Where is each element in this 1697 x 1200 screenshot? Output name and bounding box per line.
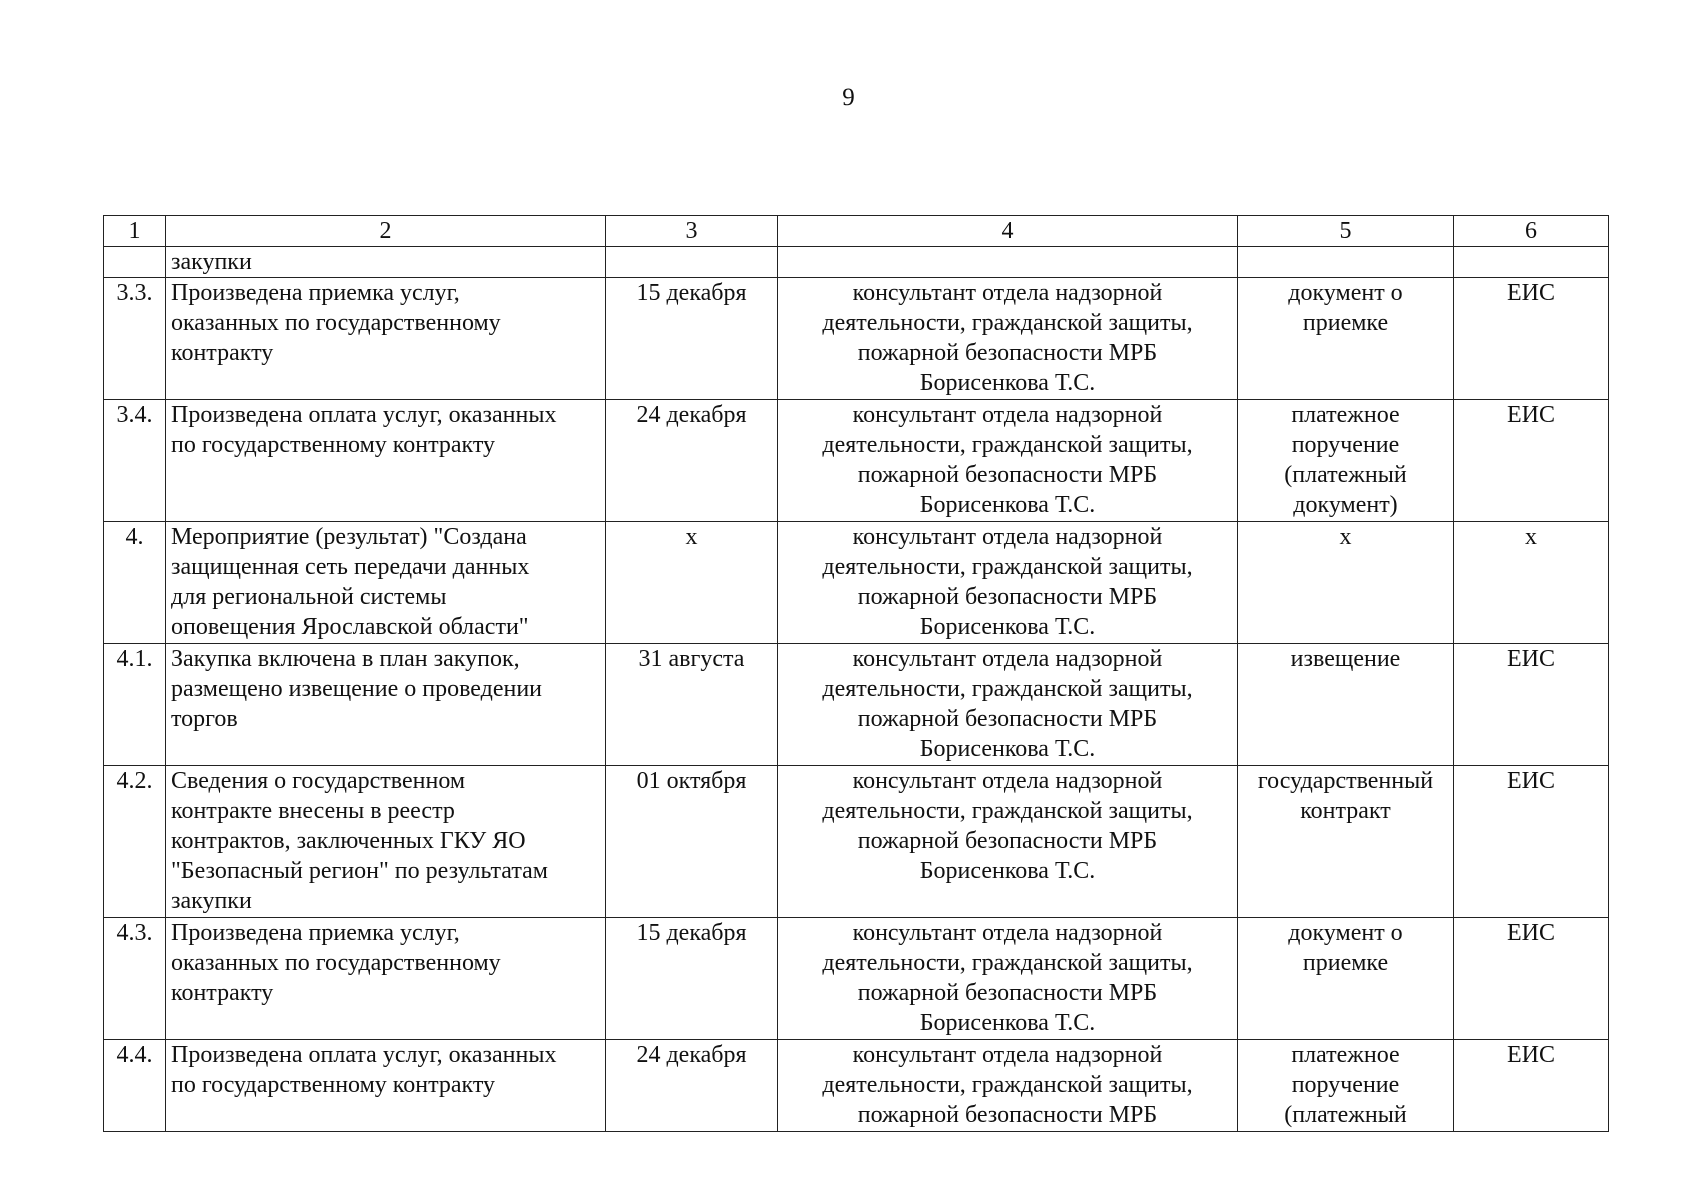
responsible-person: консультант отдела надзорной деятельности, гражданской защиты, пожарной безопасности МРБ Борисенкова Т.С.: [778, 278, 1238, 400]
responsible-person: консультант отдела надзорной деятельности, гражданской защиты, пожарной безопасности МРБ Борисенкова Т.С.: [778, 766, 1238, 918]
event-description: Мероприятие (результат) "Создана защищенная сеть передачи данных для региональной системы оповещения Ярославской области": [166, 522, 606, 644]
event-description: Произведена приемка услуг, оказанных по государственному контракту: [166, 918, 606, 1040]
responsible-person: консультант отдела надзорной деятельности, гражданской защиты, пожарной безопасности МРБ Борисенкова Т.С.: [778, 918, 1238, 1040]
information-system: ЕИС: [1454, 400, 1609, 522]
deadline-date: 15 декабря: [606, 918, 778, 1040]
row-number: [104, 247, 166, 278]
column-number: 6: [1454, 216, 1609, 247]
deadline-date: 24 декабря: [606, 400, 778, 522]
table-row: [104, 247, 1609, 278]
confirming-document: платежное поручение (платежный: [1238, 1040, 1454, 1132]
information-system: х: [1454, 522, 1609, 644]
column-number: 4: [778, 216, 1238, 247]
confirming-document: извещение: [1238, 644, 1454, 766]
confirming-document: х: [1238, 522, 1454, 644]
row-number: 3.4.: [104, 400, 166, 522]
deadline-date: [606, 247, 778, 278]
page-number: 9: [842, 84, 855, 111]
confirming-document: платежное поручение (платежный документ): [1238, 400, 1454, 522]
information-system: ЕИС: [1454, 766, 1609, 918]
responsible-person: консультант отдела надзорной деятельности, гражданской защиты, пожарной безопасности МРБ: [778, 1040, 1238, 1132]
row-number: 4.1.: [104, 644, 166, 766]
table-row: [104, 1040, 1609, 1132]
row-number: 3.3.: [104, 278, 166, 400]
table-row: [104, 766, 1609, 918]
information-system: ЕИС: [1454, 644, 1609, 766]
activity-table: [103, 215, 1609, 1132]
row-number: 4.2.: [104, 766, 166, 918]
deadline-date: х: [606, 522, 778, 644]
event-description: Произведена оплата услуг, оказанных по государственному контракту: [166, 1040, 606, 1132]
deadline-date: 01 октября: [606, 766, 778, 918]
responsible-person: консультант отдела надзорной деятельности, гражданской защиты, пожарной безопасности МРБ Борисенкова Т.С.: [778, 522, 1238, 644]
deadline-date: 24 декабря: [606, 1040, 778, 1132]
column-number: 2: [166, 216, 606, 247]
event-description: закупки: [166, 247, 606, 278]
column-number: 1: [104, 216, 166, 247]
confirming-document: государственный контракт: [1238, 766, 1454, 918]
responsible-person: [778, 247, 1238, 278]
information-system: [1454, 247, 1609, 278]
confirming-document: документ о приемке: [1238, 278, 1454, 400]
table-row: [104, 918, 1609, 1040]
information-system: ЕИС: [1454, 1040, 1609, 1132]
event-description: Произведена приемка услуг, оказанных по государственному контракту: [166, 278, 606, 400]
table-row: [104, 522, 1609, 644]
responsible-person: консультант отдела надзорной деятельности, гражданской защиты, пожарной безопасности МРБ Борисенкова Т.С.: [778, 400, 1238, 522]
responsible-person: консультант отдела надзорной деятельности, гражданской защиты, пожарной безопасности МРБ Борисенкова Т.С.: [778, 644, 1238, 766]
event-description: Произведена оплата услуг, оказанных по государственному контракту: [166, 400, 606, 522]
column-number: 3: [606, 216, 778, 247]
confirming-document: документ о приемке: [1238, 918, 1454, 1040]
event-description: Сведения о государственном контракте внесены в реестр контрактов, заключенных ГКУ ЯО "Безопасный регион" по результатам закупки: [166, 766, 606, 918]
column-number: 5: [1238, 216, 1454, 247]
row-number: 4.: [104, 522, 166, 644]
information-system: ЕИС: [1454, 918, 1609, 1040]
table-row: [104, 278, 1609, 400]
deadline-date: 15 декабря: [606, 278, 778, 400]
row-number: 4.4.: [104, 1040, 166, 1132]
confirming-document: [1238, 247, 1454, 278]
column-number-row: [104, 216, 1609, 247]
table-row: [104, 400, 1609, 522]
row-number: 4.3.: [104, 918, 166, 1040]
event-description: Закупка включена в план закупок, размещено извещение о проведении торгов: [166, 644, 606, 766]
table-row: [104, 644, 1609, 766]
information-system: ЕИС: [1454, 278, 1609, 400]
deadline-date: 31 августа: [606, 644, 778, 766]
